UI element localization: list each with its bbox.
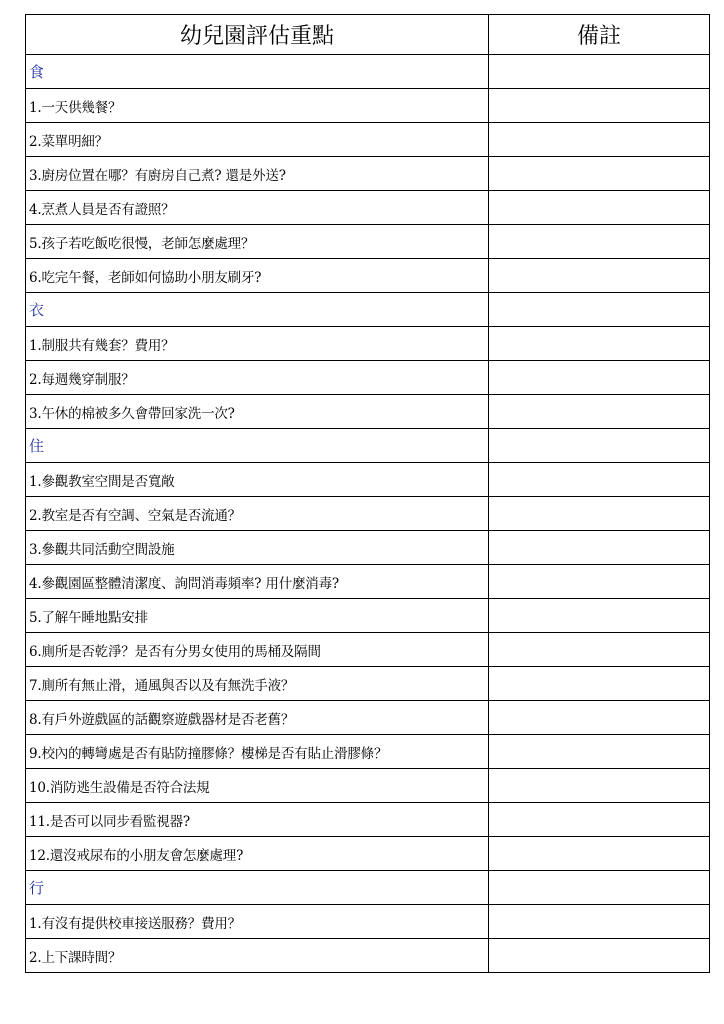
table-row (26, 803, 710, 837)
checklist-item: 1.一天供幾餐？ (26, 89, 489, 123)
table-row (26, 769, 710, 803)
evaluation-table (25, 14, 710, 973)
checklist-item: 7.廁所有無止滑，通風與否以及有無洗手液？ (26, 667, 489, 701)
note-cell[interactable] (489, 599, 710, 633)
table-row (26, 123, 710, 157)
category-label: 行 (26, 871, 489, 905)
table-row (26, 361, 710, 395)
note-cell[interactable] (489, 497, 710, 531)
table-row (26, 259, 710, 293)
table-row (26, 89, 710, 123)
note-cell[interactable] (489, 429, 710, 463)
table-row (26, 837, 710, 871)
note-cell[interactable] (489, 565, 710, 599)
checklist-item: 2.每週幾穿制服？ (26, 361, 489, 395)
table-row (26, 905, 710, 939)
note-cell[interactable] (489, 55, 710, 89)
checklist-item: 3.參觀共同活動空間設施 (26, 531, 489, 565)
note-cell[interactable] (489, 123, 710, 157)
checklist-item: 10.消防逃生設備是否符合法規 (26, 769, 489, 803)
note-cell[interactable] (489, 803, 710, 837)
checklist-item: 12.還沒戒尿布的小朋友會怎麼處理? (26, 837, 489, 871)
note-cell[interactable] (489, 871, 710, 905)
category-label: 衣 (26, 293, 489, 327)
category-label: 食 (26, 55, 489, 89)
note-cell[interactable] (489, 735, 710, 769)
checklist-item: 5.了解午睡地點安排 (26, 599, 489, 633)
note-cell[interactable] (489, 633, 710, 667)
header-row (26, 15, 710, 55)
table-row (26, 667, 710, 701)
checklist-item: 4.參觀園區整體清潔度、詢問消毒頻率? 用什麼消毒? (26, 565, 489, 599)
note-cell[interactable] (489, 361, 710, 395)
checklist-item: 1.參觀教室空間是否寬敞 (26, 463, 489, 497)
note-cell[interactable] (489, 837, 710, 871)
table-row (26, 735, 710, 769)
category-row (26, 293, 710, 327)
checklist-item: 3.廚房位置在哪？有廚房自己煮? 還是外送? (26, 157, 489, 191)
checklist-item: 2.菜單明細？ (26, 123, 489, 157)
checklist-item: 9.校內的轉彎處是否有貼防撞膠條？樓梯是否有貼止滑膠條？ (26, 735, 489, 769)
note-cell[interactable] (489, 293, 710, 327)
note-cell[interactable] (489, 225, 710, 259)
table-row (26, 565, 710, 599)
note-cell[interactable] (489, 769, 710, 803)
checklist-item: 4.烹煮人員是否有證照？ (26, 191, 489, 225)
checklist-item: 1.有沒有提供校車接送服務？費用？ (26, 905, 489, 939)
table-row (26, 497, 710, 531)
category-row (26, 55, 710, 89)
table-row (26, 191, 710, 225)
note-cell[interactable] (489, 463, 710, 497)
checklist-item: 6.廁所是否乾淨？是否有分男女使用的馬桶及隔間 (26, 633, 489, 667)
note-cell[interactable] (489, 531, 710, 565)
note-cell[interactable] (489, 191, 710, 225)
table-row (26, 157, 710, 191)
category-row (26, 429, 710, 463)
note-cell[interactable] (489, 701, 710, 735)
checklist-item: 6.吃完午餐，老師如何協助小朋友刷牙? (26, 259, 489, 293)
table-row (26, 531, 710, 565)
note-cell[interactable] (489, 327, 710, 361)
table-row (26, 327, 710, 361)
checklist-item: 8.有戶外遊戲區的話觀察遊戲器材是否老舊？ (26, 701, 489, 735)
table-row (26, 701, 710, 735)
table-row (26, 225, 710, 259)
note-cell[interactable] (489, 939, 710, 973)
table-title: 幼兒園評估重點 (26, 15, 489, 55)
note-cell[interactable] (489, 259, 710, 293)
note-cell[interactable] (489, 89, 710, 123)
checklist-item: 11.是否可以同步看監視器? (26, 803, 489, 837)
checklist-item: 2.教室是否有空調、空氣是否流通？ (26, 497, 489, 531)
table-row (26, 463, 710, 497)
checklist-item: 2.上下課時間？ (26, 939, 489, 973)
note-cell[interactable] (489, 905, 710, 939)
table-body (26, 55, 710, 973)
note-column-header: 備註 (489, 15, 710, 55)
table-row (26, 395, 710, 429)
checklist-item: 5.孩子若吃飯吃很慢，老師怎麼處理？ (26, 225, 489, 259)
table-row (26, 939, 710, 973)
table-row (26, 599, 710, 633)
table-row (26, 633, 710, 667)
note-cell[interactable] (489, 395, 710, 429)
checklist-item: 1.制服共有幾套？費用？ (26, 327, 489, 361)
category-row (26, 871, 710, 905)
category-label: 住 (26, 429, 489, 463)
note-cell[interactable] (489, 667, 710, 701)
note-cell[interactable] (489, 157, 710, 191)
checklist-item: 3.午休的棉被多久會帶回家洗一次? (26, 395, 489, 429)
